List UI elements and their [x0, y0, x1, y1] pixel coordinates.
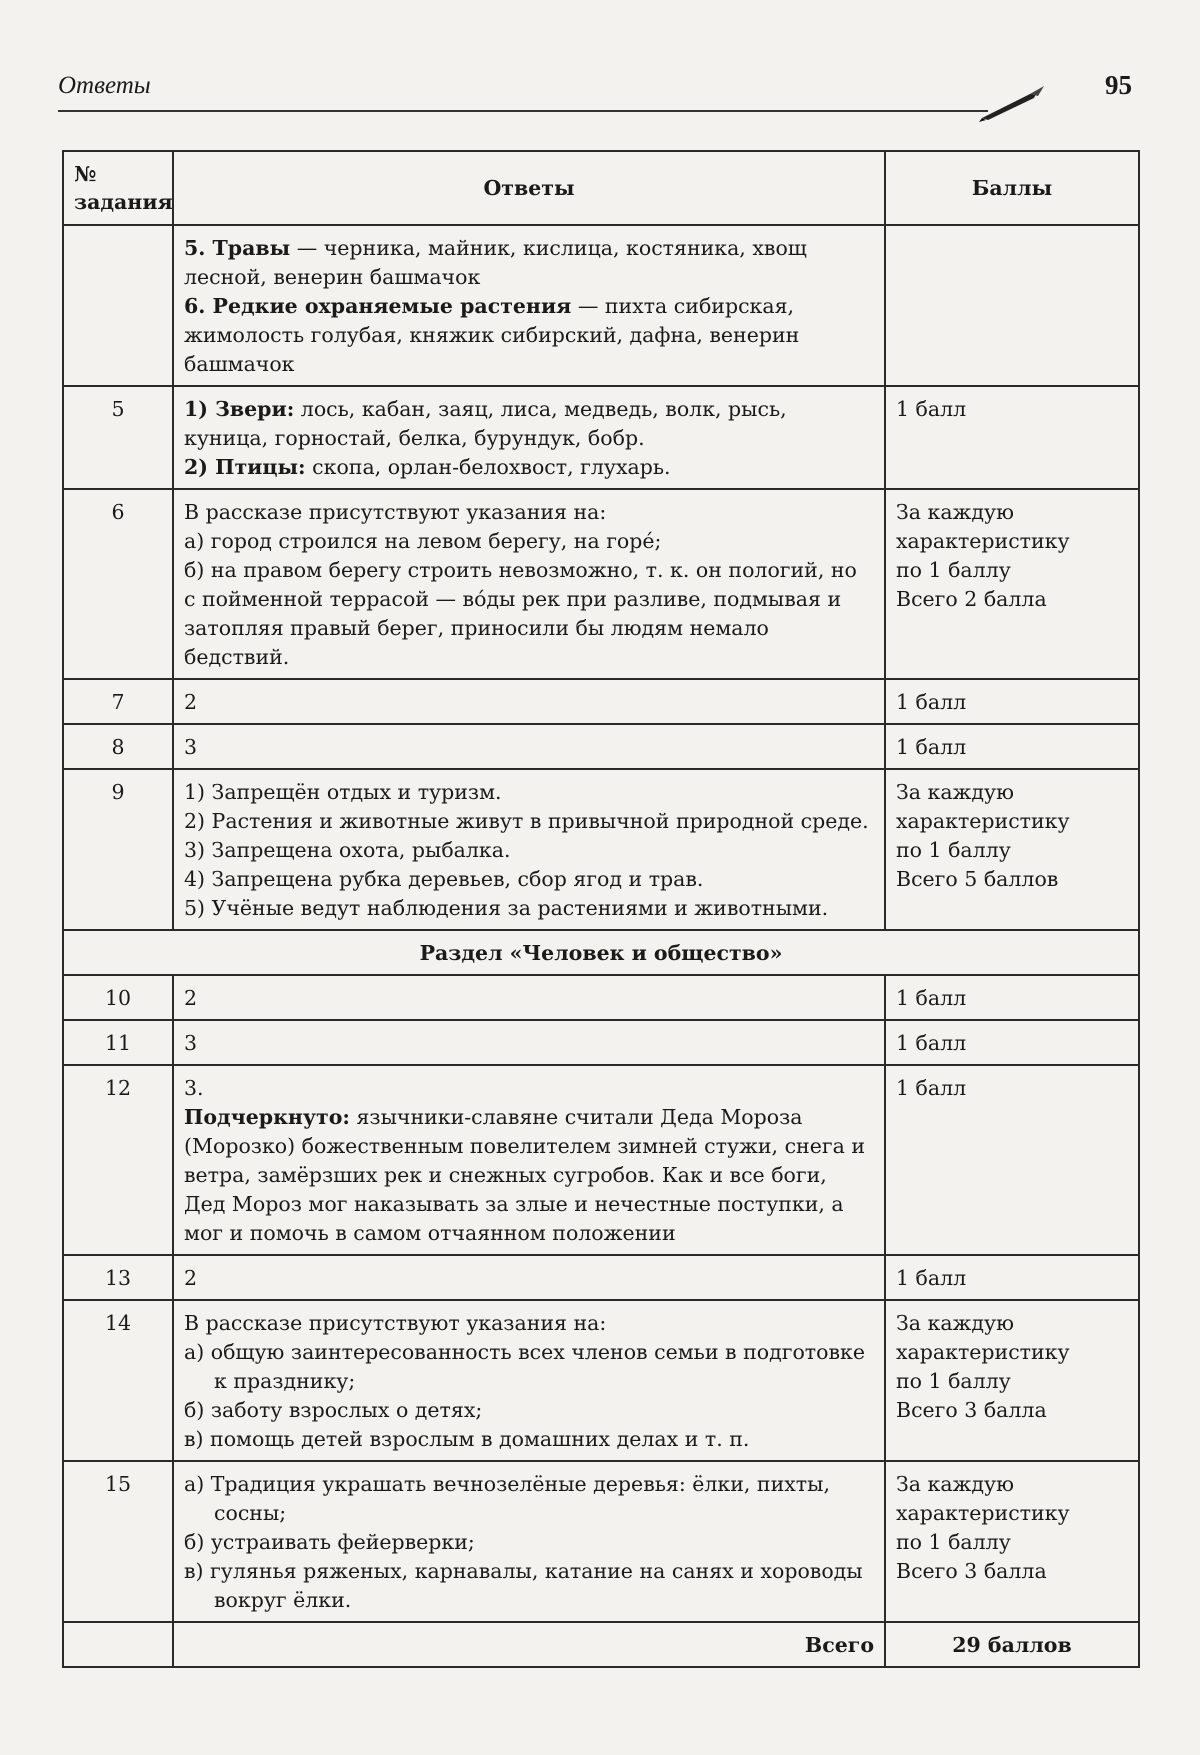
- table-row: [63, 724, 1139, 769]
- answer-line: [184, 836, 874, 865]
- column-header-number: № задания: [63, 151, 173, 225]
- answer-line: [184, 556, 874, 672]
- answer-line: [184, 453, 874, 482]
- section-row: [63, 930, 1139, 975]
- points-line: по 1 баллу: [896, 1369, 1011, 1393]
- answer-line-heading: Подчеркнуто:: [184, 1105, 350, 1129]
- task-number: 15: [63, 1461, 173, 1622]
- answer-line-text: В рассказе присутствуют указания на:: [184, 1311, 607, 1335]
- answer-line: [184, 1528, 874, 1557]
- answer-line: [184, 1074, 874, 1103]
- answer-line: [184, 778, 874, 807]
- points-line: по 1 баллу: [896, 838, 1011, 862]
- pen-icon: [978, 84, 1048, 124]
- answer-line: [184, 1425, 874, 1454]
- answer-line-text: 3.: [184, 1076, 204, 1100]
- answer-line-text: 2: [184, 690, 198, 714]
- answer-line-text: 2) Растения и животные живут в привычной природной среде.: [184, 809, 869, 833]
- points-line: Всего 5 баллов: [896, 867, 1059, 891]
- table-row: [63, 1255, 1139, 1300]
- points-line: характеристику: [896, 1340, 1070, 1364]
- points-cell: 1 балл: [885, 1065, 1139, 1255]
- task-number: 7: [63, 679, 173, 724]
- total-row: [63, 1622, 1139, 1667]
- answer-line-text: в) помощь детей взрослым в домашних делах и т. п.: [184, 1427, 750, 1451]
- answer-line: [184, 1103, 874, 1248]
- table-row: [63, 386, 1139, 489]
- total-value: 29 баллов: [885, 1622, 1139, 1667]
- answer-line-heading: 1) Звери:: [184, 397, 295, 421]
- answer-line-text: 3: [184, 1031, 198, 1055]
- points-line: Всего 2 балла: [896, 587, 1047, 611]
- answer-cell: [173, 386, 885, 489]
- answer-line-text: — черника, майник, кислица, костяника, хвощ лесной, венерин башмачок: [184, 236, 807, 289]
- answer-line-text: 4) Запрещена рубка деревьев, сбор ягод и трав.: [184, 867, 704, 891]
- answer-line-text: а) город строился на левом берегу, на горе́;: [184, 529, 662, 553]
- answer-line: [184, 498, 874, 527]
- section-title: Раздел «Человек и общество»: [63, 930, 1139, 975]
- points-cell: 1 балл: [885, 1020, 1139, 1065]
- answer-line-text: лось, кабан, заяц, лиса, медведь, волк, рысь, куница, горностай, белка, бурундук, бобр.: [184, 397, 787, 450]
- points-cell: [885, 769, 1139, 930]
- task-number: 11: [63, 1020, 173, 1065]
- points-line: За каждую: [896, 1311, 1014, 1335]
- task-number: 13: [63, 1255, 173, 1300]
- table-row: [63, 975, 1139, 1020]
- answer-line-text: 2: [184, 986, 198, 1010]
- points-cell: 1 балл: [885, 386, 1139, 489]
- answer-line: [184, 234, 874, 292]
- answer-cell: [173, 225, 885, 386]
- answer-line-heading: 2) Птицы:: [184, 455, 306, 479]
- answer-line: [184, 527, 874, 556]
- answer-line: [184, 1338, 874, 1396]
- points-cell: [885, 1300, 1139, 1461]
- points-line: характеристику: [896, 809, 1070, 833]
- answer-line-text: б) устраивать фейерверки;: [184, 1530, 475, 1554]
- points-line: характеристику: [896, 1501, 1070, 1525]
- column-header-answers: Ответы: [173, 151, 885, 225]
- answer-line-text: а) Традиция украшать вечнозелёные деревья: ёлки, пихты, сосны;: [184, 1472, 830, 1525]
- task-number: 10: [63, 975, 173, 1020]
- page-number: 95: [1105, 70, 1132, 100]
- points-line: За каждую: [896, 780, 1014, 804]
- points-cell: 1 балл: [885, 679, 1139, 724]
- points-line: Всего 3 балла: [896, 1398, 1047, 1422]
- answer-line: [184, 395, 874, 453]
- answer-line-text: язычники-славяне считали Деда Мороза (Морозко) божественным повелителем зимней стужи, снега и ветра, замёрзших рек и снежных сугробов. Как и все боги, Дед Мороз мог наказывать за злые и нечестные поступки, а мог и помочь в самом отчаянном положении: [184, 1105, 865, 1245]
- points-line: по 1 баллу: [896, 1530, 1011, 1554]
- answer-cell: [173, 724, 885, 769]
- answer-line: [184, 984, 874, 1013]
- answer-cell: [173, 1461, 885, 1622]
- points-line: За каждую: [896, 500, 1014, 524]
- table-row: [63, 679, 1139, 724]
- answer-line-text: — пихта сибирская, жимолость голубая, княжик сибирский, дафна, венерин башмачок: [184, 294, 800, 376]
- answer-line-heading: 6. Редкие охраняемые растения: [184, 294, 572, 318]
- answers-table: [62, 150, 1140, 1668]
- table-body-society: [63, 975, 1139, 1622]
- answer-line-text: а) общую заинтересованность всех членов семьи в подготовке к празднику;: [184, 1340, 865, 1393]
- points-line: по 1 баллу: [896, 558, 1011, 582]
- task-number: 8: [63, 724, 173, 769]
- table-row: [63, 1461, 1139, 1622]
- answer-cell: [173, 679, 885, 724]
- answer-line: [184, 292, 874, 379]
- answer-line: [184, 807, 874, 836]
- points-cell: 1 балл: [885, 724, 1139, 769]
- answer-cell: [173, 1300, 885, 1461]
- answer-line: [184, 1396, 874, 1425]
- answer-line: [184, 1264, 874, 1293]
- answer-line-text: б) на правом берегу строить невозможно, т. к. он пологий, но с пойменной террасой — во́ды рек при разливе, подмывая и затопляя правый берег, приносили бы людям немало бедствий.: [184, 558, 857, 669]
- table-header-row: [63, 151, 1139, 225]
- header-rule: [58, 110, 988, 112]
- task-number: [63, 225, 173, 386]
- answer-line-text: В рассказе присутствуют указания на:: [184, 500, 607, 524]
- task-number: 9: [63, 769, 173, 930]
- task-number: 5: [63, 386, 173, 489]
- table-row: [63, 1065, 1139, 1255]
- answer-line: [184, 1309, 874, 1338]
- answer-line-text: скопа, орлан-белохвост, глухарь.: [305, 455, 671, 479]
- answer-line-text: 3) Запрещена охота, рыбалка.: [184, 838, 511, 862]
- answer-cell: [173, 1020, 885, 1065]
- column-header-points: Баллы: [885, 151, 1139, 225]
- answer-line-text: 5) Учёные ведут наблюдения за растениями и животными.: [184, 896, 829, 920]
- answer-line-text: 1) Запрещён отдых и туризм.: [184, 780, 502, 804]
- answer-line-text: в) гулянья ряженых, карнавалы, катание на санях и хороводы вокруг ёлки.: [184, 1559, 863, 1612]
- task-number: 14: [63, 1300, 173, 1461]
- answer-cell: [173, 769, 885, 930]
- table-row: [63, 489, 1139, 679]
- points-cell: [885, 225, 1139, 386]
- answer-line: [184, 733, 874, 762]
- table-row: [63, 225, 1139, 386]
- answer-line: [184, 865, 874, 894]
- answer-cell: [173, 1065, 885, 1255]
- points-cell: [885, 489, 1139, 679]
- table-body-nature: [63, 225, 1139, 930]
- answer-line: [184, 1470, 874, 1528]
- total-label: Всего: [173, 1622, 885, 1667]
- answer-line-text: 3: [184, 735, 198, 759]
- running-header-title: Ответы: [58, 72, 151, 99]
- points-line: За каждую: [896, 1472, 1014, 1496]
- points-line: Всего 3 балла: [896, 1559, 1047, 1583]
- answer-line-heading: 5. Травы: [184, 236, 291, 260]
- answer-line: [184, 688, 874, 717]
- task-number: 12: [63, 1065, 173, 1255]
- table-row: [63, 1300, 1139, 1461]
- points-cell: 1 балл: [885, 1255, 1139, 1300]
- table-section: [63, 930, 1139, 975]
- answer-line-text: 2: [184, 1266, 198, 1290]
- table-row: [63, 769, 1139, 930]
- points-cell: [885, 1461, 1139, 1622]
- points-line: характеристику: [896, 529, 1070, 553]
- answer-cell: [173, 975, 885, 1020]
- answer-line: [184, 1029, 874, 1058]
- task-number: 6: [63, 489, 173, 679]
- page-header: [58, 70, 1132, 116]
- answer-cell: [173, 1255, 885, 1300]
- total-empty-cell: [63, 1622, 173, 1667]
- points-cell: 1 балл: [885, 975, 1139, 1020]
- table-row: [63, 1020, 1139, 1065]
- answer-line-text: б) заботу взрослых о детях;: [184, 1398, 483, 1422]
- answer-line: [184, 1557, 874, 1615]
- answer-line: [184, 894, 874, 923]
- answer-cell: [173, 489, 885, 679]
